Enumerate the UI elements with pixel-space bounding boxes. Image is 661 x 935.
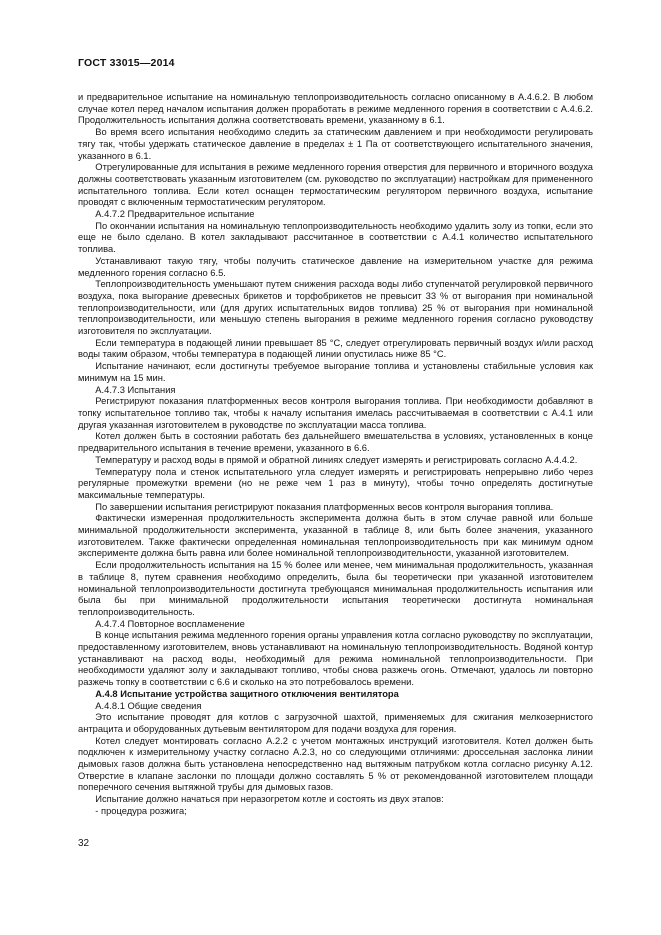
paragraph: По завершении испытания регистрируют показания платформенных весов контроля выгорания топлива. — [95, 501, 554, 512]
paragraph: В конце испытания режима медленного горения органы управления котла согласно руководству по эксплуатации, предоставленному изготовителем, вновь устанавливают на номинальную теплопроизводительность. Водяной контур устанавливают на расход воды, необходимый для режима номинальной теплопроизводительности. При необходимости удаляют золу и закладывают топливо, чтобы снова разжечь огонь. Отмечают, удалось ли повторно разжечь топку в соответствии с 6.6 и сколько на это потребовалось времени. — [78, 630, 593, 688]
page-number: 32 — [78, 838, 90, 849]
paragraph: Температуру пола и стенок испытательного угла следует измерять и регистрировать непрерывно либо через регулярные промежутки времени (но не реже чем 1 раз в минуту), чтобы точно определять достигнутые максимальные температуры. — [78, 466, 593, 500]
paragraph: Котел должен быть в состоянии работать без дальнейшего вмешательства в условиях, установленных в конце предварительного испытания в течение времени, указанного в 6.6. — [78, 431, 593, 454]
paragraph: Это испытание проводят для котлов с загрузочной шахтой, применяемых для сжигания мелкозернистого антрацита и оборудованных дутьевым вентилятором для подачи воздуха для горения. — [78, 712, 593, 734]
section-heading-a48: А.4.8 Испытание устройства защитного отключения вентилятора — [95, 688, 399, 699]
paragraph: Котел следует монтировать согласно А.2.2 с учетом монтажных инструкций изготовителя. Котел должен быть подключен к измерительному участку согласно А.2.3, но со следующими отличиями: дроссельная заслонка линии дымовых газов должна быть установлена непосредственно над вытяжным патрубком котла согласно рисунку А.12. Отверстие в клапане заслонки по площади должно составлять 5 % от рекомендованной изготовителем площади поперечного сечения вытяжной трубы для дымовых газов. — [78, 735, 593, 793]
paragraph: Регистрируют показания платформенных весов контроля выгорания топлива. При необходимости добавляют в топку испытательное топливо так, чтобы к началу испытания имелась рассчитываемая в соответствии с А.4.1 или другая указанная изготовителем в руководстве по эксплуатации масса топлива. — [78, 396, 593, 430]
section-heading-a473: А.4.7.3 Испытания — [95, 384, 176, 395]
document-body — [78, 92, 593, 818]
section-heading-a472: А.4.7.2 Предварительное испытание — [95, 209, 255, 220]
paragraph: и предварительное испытание на номинальную теплопроизводительность согласно описанному в А.4.6.2. В любом случае котел перед началом испытания должен проработать в режиме медленного горения в соответствии с А.4.6.2. Продолжительность испытания должна соответствовать времени, указанному в 6.1. — [78, 92, 593, 126]
paragraph: Во время всего испытания необходимо следить за статическим давлением и при необходимости регулировать тягу так, чтобы удержать статическое давление в пределах ± 1 Па от соответствующего испытательного значения, указанного в 6.1. — [78, 127, 593, 161]
section-heading-a474: А.4.7.4 Повторное воспламенение — [95, 618, 245, 629]
paragraph: Фактически измеренная продолжительность эксперимента должна быть в этом случае равной или больше минимальной продолжительности эксперимента, указанной в таблице 8, или быть более значения, указанного изготовителем. Также фактически определенная номинальная теплопроизводительность при как минимум одном эксперименте должна быть равна или более номинальной теплопроизводительности, указанной изготовителем. — [78, 513, 593, 559]
section-heading-a481: А.4.8.1 Общие сведения — [95, 700, 202, 711]
paragraph: Устанавливают такую тягу, чтобы получить статическое давление на измерительном участке для режима медленного горения согласно 6.5. — [78, 255, 593, 278]
document-standard-number: ГОСТ 33015—2014 — [78, 57, 175, 69]
paragraph: Отрегулированные для испытания в режиме медленного горения отверстия для первичного и вторичного воздуха должны соответствовать указанным изготовителем (см. руководство по эксплуатации) настройкам для примененного испытательного топлива. Если котел оснащен термостатическим регулятором первичного воздуха, испытание проводят с включенным термостатическим регулятором. — [78, 162, 593, 208]
paragraph: Температуру и расход воды в прямой и обратной линиях следует измерять и регистрировать согласно А.4.4.2. — [95, 454, 578, 465]
paragraph: Если температура в подающей линии превышает 85 °С, следует отрегулировать первичный воздух и/или расход воды таким образом, чтобы температура в подающей линии опустилась ниже 85 °С. — [78, 337, 593, 360]
list-item: - процедура розжига; — [95, 805, 187, 816]
paragraph: Испытание должно начаться при неразогретом котле и состоять из двух этапов: — [95, 794, 444, 805]
paragraph: Испытание начинают, если достигнуты требуемое выгорание топлива и установлены стабильные условия как минимум на 15 мин. — [78, 361, 593, 383]
paragraph: По окончании испытания на номинальную теплопроизводительность необходимо удалить золу из топки, если это еще не было сделано. В котел закладывают рассчитанное в соответствии с А.4.1 количество испытательного топлива. — [78, 220, 593, 255]
paragraph: Если продолжительность испытания на 15 % более или менее, чем минимальная продолжительность, указанная в таблице 8, путем сравнения необходимо определить, была бы теоретически при указанной изготовителем номинальной теплопроизводительности достигнута требующаяся минимальная продолжительность испытания или была бы при минимальной продолжительности испытания теоретически достигнута номинальная теплопроизводительность. — [78, 560, 593, 617]
paragraph: Теплопроизводительность уменьшают путем снижения расхода воды либо ступенчатой регулировкой первичного воздуха, пока выгорание древесных брикетов и торфобрикетов не превысит 33 % от выгорания при номинальной теплопроизводительности, или (для других испытательных видов топлива) 25 % от выгорания при номинальной теплопроизводительности, или меньшую степень выгорания в режиме медленного горения согласно руководству изготовителя по эксплуатации. — [78, 279, 593, 337]
